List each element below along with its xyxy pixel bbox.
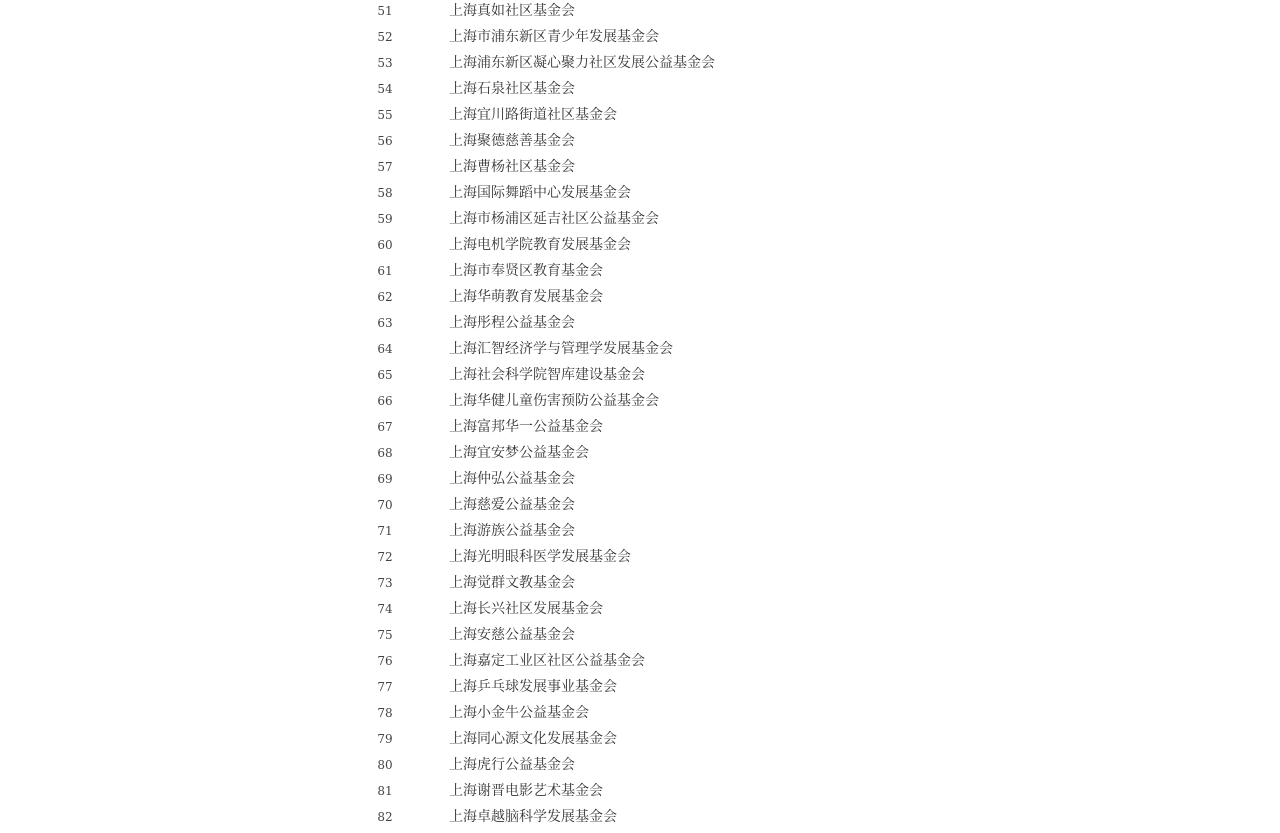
foundation-name: 上海国际舞蹈中心发展基金会 bbox=[449, 185, 631, 201]
foundation-name: 上海慈爱公益基金会 bbox=[449, 497, 575, 513]
list-item bbox=[0, 778, 1280, 804]
foundation-name: 上海华萌教育发展基金会 bbox=[449, 289, 603, 305]
foundation-name: 上海市浦东新区青少年发展基金会 bbox=[449, 29, 659, 45]
list-item bbox=[0, 388, 1280, 414]
row-number: 73 bbox=[377, 576, 393, 590]
foundation-name: 上海小金牛公益基金会 bbox=[449, 705, 589, 721]
row-number: 69 bbox=[377, 472, 393, 486]
list-item bbox=[0, 570, 1280, 596]
list-item bbox=[0, 50, 1280, 76]
foundation-name: 上海宜安梦公益基金会 bbox=[449, 445, 589, 461]
list-item bbox=[0, 414, 1280, 440]
foundation-name: 上海华健儿童伤害预防公益基金会 bbox=[449, 393, 659, 409]
row-number: 67 bbox=[377, 420, 393, 434]
row-number: 64 bbox=[377, 342, 393, 356]
row-number: 56 bbox=[377, 134, 393, 148]
list-item bbox=[0, 752, 1280, 778]
row-number: 68 bbox=[377, 446, 393, 460]
row-number: 65 bbox=[377, 368, 393, 382]
foundation-name: 上海觉群文教基金会 bbox=[449, 575, 575, 591]
row-number: 60 bbox=[377, 238, 393, 252]
list-item bbox=[0, 648, 1280, 674]
list-item bbox=[0, 206, 1280, 232]
list-item bbox=[0, 232, 1280, 258]
row-number: 54 bbox=[377, 82, 393, 96]
list-item bbox=[0, 102, 1280, 128]
list-item bbox=[0, 128, 1280, 154]
foundation-name: 上海彤程公益基金会 bbox=[449, 315, 575, 331]
row-number: 71 bbox=[377, 524, 393, 538]
list-item bbox=[0, 440, 1280, 466]
list-item bbox=[0, 700, 1280, 726]
row-number: 61 bbox=[377, 264, 393, 278]
row-number: 62 bbox=[377, 290, 393, 304]
list-item bbox=[0, 804, 1280, 830]
row-number: 57 bbox=[377, 160, 393, 174]
row-number: 58 bbox=[377, 186, 393, 200]
list-item bbox=[0, 310, 1280, 336]
foundation-name: 上海谢晋电影艺术基金会 bbox=[449, 783, 603, 799]
foundation-name: 上海曹杨社区基金会 bbox=[449, 159, 575, 175]
list-item bbox=[0, 544, 1280, 570]
row-number: 80 bbox=[377, 758, 393, 772]
row-number: 51 bbox=[377, 4, 393, 18]
row-number: 77 bbox=[377, 680, 393, 694]
foundation-name: 上海汇智经济学与管理学发展基金会 bbox=[449, 341, 673, 357]
list-item bbox=[0, 674, 1280, 700]
foundation-name: 上海仲弘公益基金会 bbox=[449, 471, 575, 487]
row-number: 59 bbox=[377, 212, 393, 226]
list-item bbox=[0, 596, 1280, 622]
foundation-name: 上海光明眼科医学发展基金会 bbox=[449, 549, 631, 565]
row-number: 70 bbox=[377, 498, 393, 512]
list-item bbox=[0, 154, 1280, 180]
foundation-name: 上海市奉贤区教育基金会 bbox=[449, 263, 603, 279]
list-item bbox=[0, 0, 1280, 24]
list-item bbox=[0, 24, 1280, 50]
foundation-name: 上海宜川路街道社区基金会 bbox=[449, 107, 617, 123]
foundation-name: 上海聚德慈善基金会 bbox=[449, 133, 575, 149]
foundation-name: 上海富邦华一公益基金会 bbox=[449, 419, 603, 435]
foundation-name: 上海市杨浦区延吉社区公益基金会 bbox=[449, 211, 659, 227]
row-number: 66 bbox=[377, 394, 393, 408]
row-number: 55 bbox=[377, 108, 393, 122]
list-item bbox=[0, 284, 1280, 310]
foundation-name: 上海真如社区基金会 bbox=[449, 3, 575, 19]
row-number: 72 bbox=[377, 550, 393, 564]
foundation-name: 上海安慈公益基金会 bbox=[449, 627, 575, 643]
foundation-name: 上海石泉社区基金会 bbox=[449, 81, 575, 97]
list-item bbox=[0, 76, 1280, 102]
row-number: 75 bbox=[377, 628, 393, 642]
list-item bbox=[0, 336, 1280, 362]
row-number: 78 bbox=[377, 706, 393, 720]
list-item bbox=[0, 518, 1280, 544]
list-item bbox=[0, 492, 1280, 518]
foundation-name: 上海嘉定工业区社区公益基金会 bbox=[449, 653, 645, 669]
foundation-name: 上海电机学院教育发展基金会 bbox=[449, 237, 631, 253]
list-item bbox=[0, 362, 1280, 388]
list-item bbox=[0, 258, 1280, 284]
foundation-name: 上海同心源文化发展基金会 bbox=[449, 731, 617, 747]
foundation-name: 上海卓越脑科学发展基金会 bbox=[449, 809, 617, 825]
row-number: 79 bbox=[377, 732, 393, 746]
row-number: 63 bbox=[377, 316, 393, 330]
row-number: 82 bbox=[377, 810, 393, 824]
list-item bbox=[0, 466, 1280, 492]
row-number: 76 bbox=[377, 654, 393, 668]
foundation-name: 上海乒乓球发展事业基金会 bbox=[449, 679, 617, 695]
list-item bbox=[0, 180, 1280, 206]
row-number: 53 bbox=[377, 56, 393, 70]
list-item bbox=[0, 622, 1280, 648]
foundation-name: 上海长兴社区发展基金会 bbox=[449, 601, 603, 617]
row-number: 81 bbox=[377, 784, 393, 798]
foundation-name: 上海游族公益基金会 bbox=[449, 523, 575, 539]
row-number: 52 bbox=[377, 30, 393, 44]
foundation-name: 上海社会科学院智库建设基金会 bbox=[449, 367, 645, 383]
list-item bbox=[0, 726, 1280, 752]
row-number: 74 bbox=[377, 602, 393, 616]
foundation-name: 上海虎行公益基金会 bbox=[449, 757, 575, 773]
foundation-name: 上海浦东新区凝心聚力社区发展公益基金会 bbox=[449, 55, 715, 71]
